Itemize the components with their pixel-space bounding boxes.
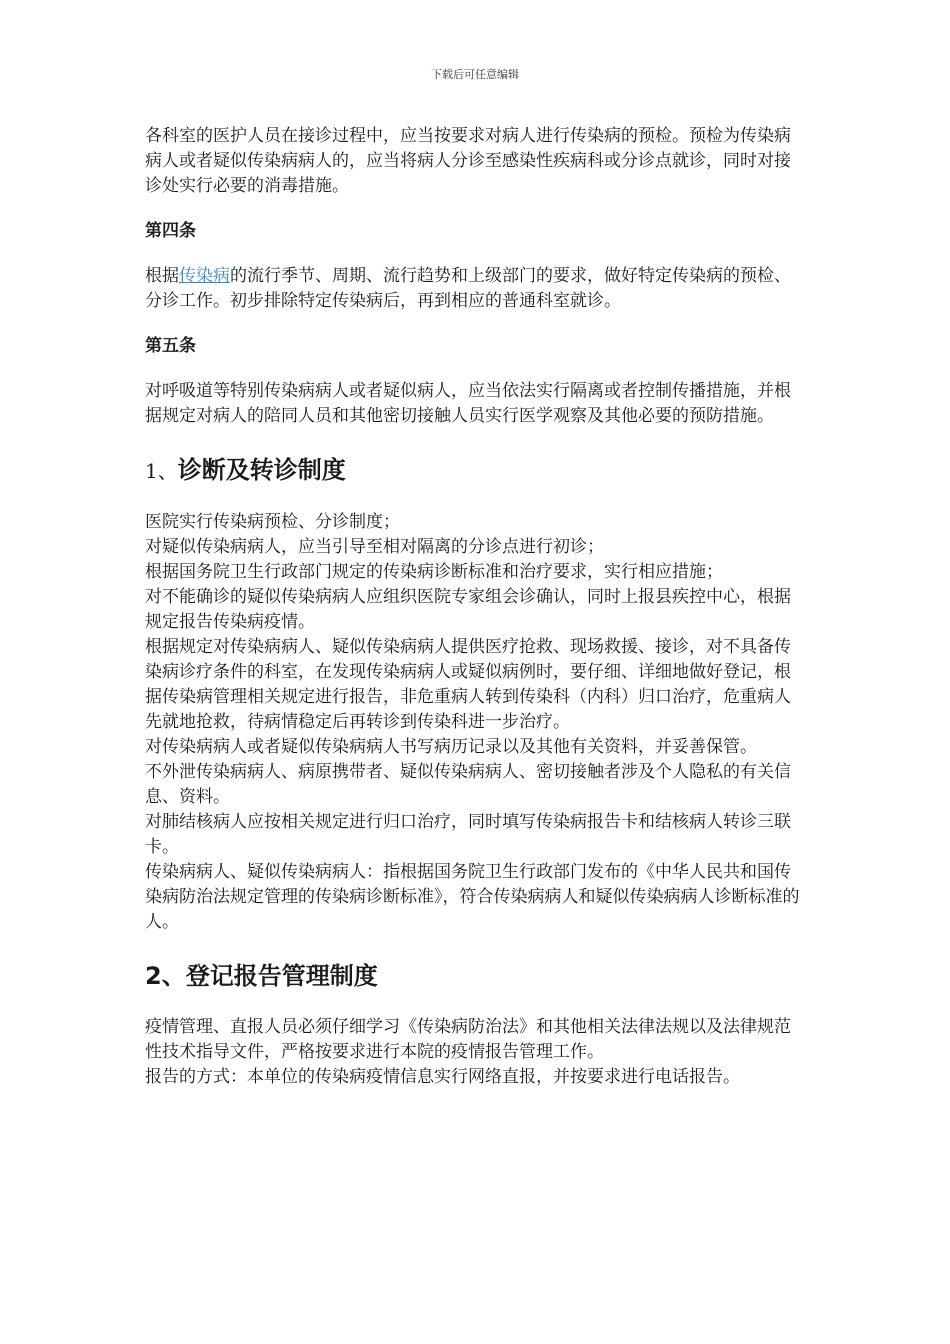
- list-item: 对疑似传染病病人，应当引导至相对隔离的分诊点进行初诊；: [145, 537, 604, 557]
- list-item: 对不能确诊的疑似传染病病人应组织医院专家组会诊确认，同时上报县疾控中心，根据规定报告传染病疫情。: [145, 587, 791, 632]
- infectious-disease-link[interactable]: 传染病: [179, 266, 230, 286]
- list-item: 不外泄传染病病人、病原携带者、疑似传染病病人、密切接触者涉及个人隐私的有关信息、资料。: [145, 762, 791, 807]
- article-5-heading: 第五条: [145, 336, 196, 356]
- list-item: 医院实行传染病预检、分诊制度；: [145, 512, 400, 532]
- article-5-paragraph: 对呼吸道等特别传染病病人或者疑似病人，应当依法实行隔离或者控制传播措施，并根据规定对病人的陪同人员和其他密切接触人员实行医学观察及其他必要的预防措施。: [145, 381, 791, 426]
- intro-paragraph: 各科室的医护人员在接诊过程中，应当按要求对病人进行传染病的预检。预检为传染病病人或者疑似传染病病人的，应当将病人分诊至感染性疾病科或分诊点就诊，同时对接诊处实行必要的消毒措施。: [145, 126, 791, 196]
- list-item: 对传染病病人或者疑似传染病病人书写病历记录以及其他有关资料，并妥善保管。: [145, 737, 757, 757]
- section-2-number: 2、: [145, 962, 186, 990]
- article-4-text-before: 根据: [145, 266, 179, 286]
- list-item: 疫情管理、直报人员必须仔细学习《传染病防治法》和其他相关法律法规以及法律规范性技术指导文件，严格按要求进行本院的疫情报告管理工作。: [145, 1017, 791, 1062]
- section-2-list: [145, 1015, 805, 1090]
- section-1-list: [145, 510, 805, 935]
- section-2-title: [145, 959, 805, 993]
- article-4-heading: 第四条: [145, 221, 196, 241]
- section-1-title: [145, 453, 805, 488]
- document-body: [145, 124, 805, 1090]
- list-item: 根据规定对传染病病人、疑似传染病病人提供医疗抢救、现场救援、接诊，对不具备传染病诊疗条件的科室，在发现传染病病人或疑似病例时，要仔细、详细地做好登记，根据传染病管理相关规定进行报告，非危重病人转到传染科（内科）归口治疗，危重病人先就地抢救，待病情稳定后再转诊到传染科进一步治疗。: [145, 637, 791, 732]
- section-1-title-text: 诊断及转诊制度: [177, 456, 346, 484]
- list-item: 报告的方式：本单位的传染病疫情信息实行网络直报，并按要求进行电话报告。: [145, 1067, 740, 1087]
- article-4-paragraph: [145, 264, 805, 314]
- list-item: 根据国务院卫生行政部门规定的传染病诊断标准和治疗要求，实行相应措施；: [145, 562, 723, 582]
- article-4-text-after: 的流行季节、周期、流行趋势和上级部门的要求，做好特定传染病的预检、分诊工作。初步排除特定传染病后，再到相应的普通科室就诊。: [145, 266, 791, 311]
- section-1-number: 1、: [145, 459, 178, 483]
- header-note: 下载后可任意编辑: [431, 68, 519, 81]
- list-item: 对肺结核病人应按相关规定进行归口治疗，同时填写传染病报告卡和结核病人转诊三联卡。: [145, 812, 791, 857]
- list-item: 传染病病人、疑似传染病病人：指根据国务院卫生行政部门发布的《中华人民共和国传染病防治法规定管理的传染病诊断标准》，符合传染病病人和疑似传染病病人诊断标准的人。: [145, 862, 800, 932]
- section-2-title-text: 登记报告管理制度: [185, 962, 378, 990]
